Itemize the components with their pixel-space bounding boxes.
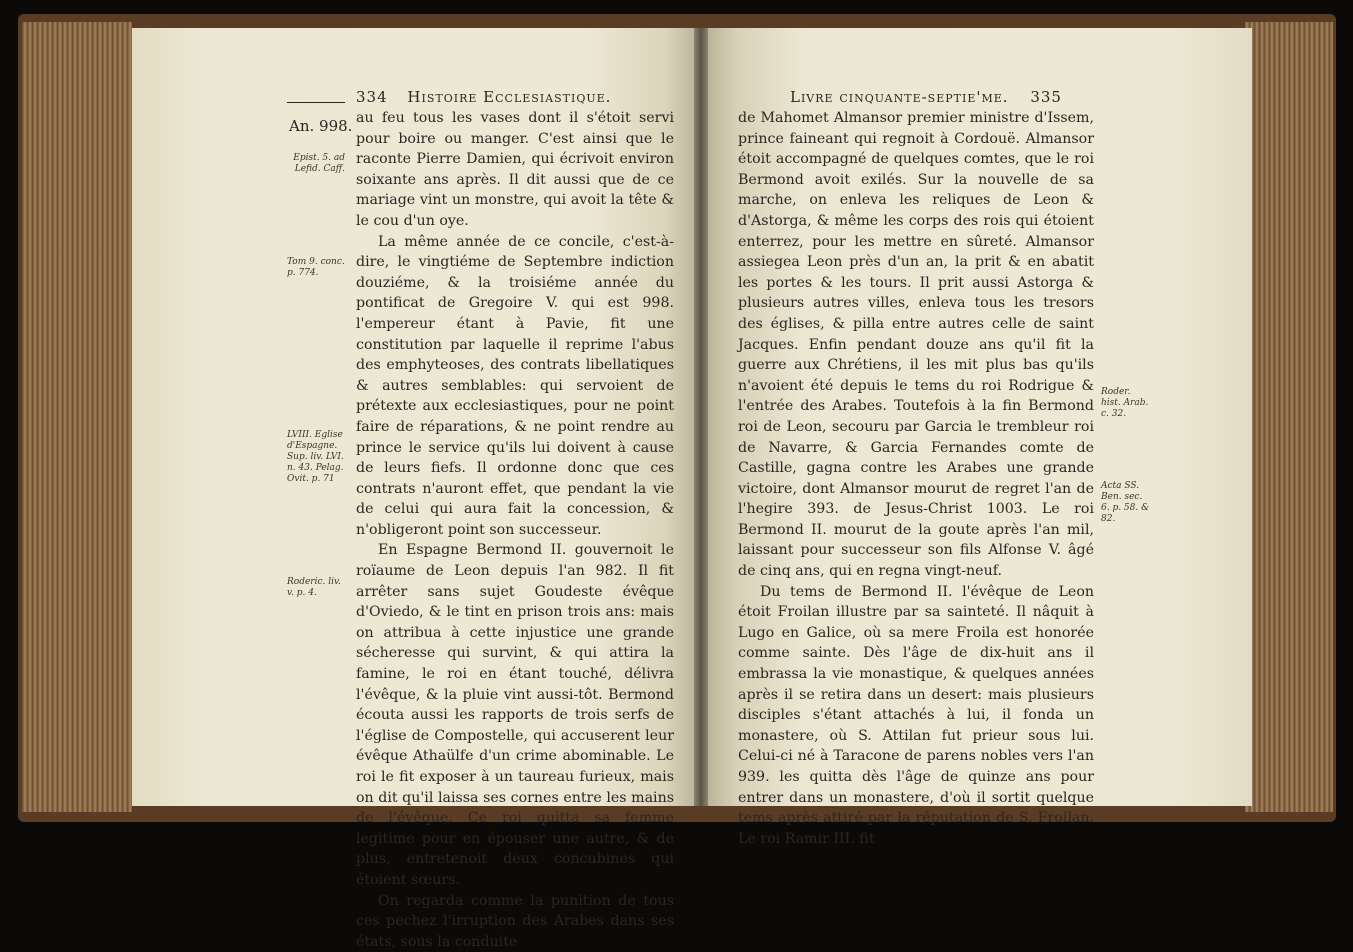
year-rule <box>287 102 345 103</box>
paragraph: Du tems de Bermond II. l'évêque de Leon étoit Froilan illustre par sa sainteté. Il nâquit à Lugo en Galice, où sa mere Froila est honorée comme sainte. Dès l'âge de dix-huit ans il embrassa la vie monastique, & quelques années après il se retira dans un desert: mais plusieurs disciples s'étant attachés à lui, il fonda un monastere, où S. Attilan fut prieur sous lui. Celui-ci né à Taracone de parens nobles vers l'an 939. les quitta dès l'âge de quinze ans pour entrer dans un monastere, d'où il sortit quelque tems après attiré par la réputation de S. Froilan. Le roi Ramir III. fit <box>738 583 1094 847</box>
right-page-number: 335 <box>1030 88 1062 106</box>
left-page-number: 334 <box>356 88 388 106</box>
margin-note-2: Tom 9. conc. p. 774. <box>287 257 345 278</box>
margin-note-6: Acta SS. Ben. sec. 6. p. 58. & 82. <box>1101 481 1150 524</box>
paragraph: En Espagne Bermond II. gouvernoit le roïaume de Leon depuis l'an 982. Il fit arrêter sans sujet Goudeste évêque d'Oviedo, & le tint en prison trois ans: mais on attribua à cette injustice une grande sécheresse qui survint, & qui attira la famine, le roi en étant touché, délivra l'évêque, & la pluie vint aussi-tôt. Bermond écouta aussi les rapports de trois serfs de l'église de Compostelle, qui accuserent leur évêque Athaülfe d'un crime abominable. Le roi le fit exposer à un taureau furieux, mais on dit qu'il laissa ses cornes entre les mains de l'évêque. Ce roi quitta sa femme legitime pour en épouser une autre, & de plus, entretenoit deux concubines qui étoient sœurs. <box>356 542 674 888</box>
left-running-title: Histoire Ecclesiastique. <box>407 88 612 106</box>
paragraph: au feu tous les vases dont il s'étoit servi pour boire ou manger. C'est ainsi que le raconte Pierre Damien, qui écrivoit environ soixante ans après. Il dit aussi que de ce mariage vint un monstre, qui avoit la tête & le cou d'un oye. <box>356 110 674 229</box>
year-marker: An. 998. <box>289 117 353 135</box>
right-page-body <box>738 108 1094 849</box>
margin-note-4: Roderic. liv. v. p. 4. <box>287 577 341 598</box>
left-page-header <box>356 88 611 106</box>
page-edges-left <box>22 22 132 812</box>
paragraph: On regarda comme la punition de tous ces pechez l'irruption des Arabes dans ses états, sous la conduite <box>356 892 674 950</box>
page-edges-right <box>1245 22 1333 812</box>
book-gutter <box>694 28 708 806</box>
left-page-body <box>356 108 674 952</box>
right-running-title: Livre cinquante-septie'me. <box>790 88 1009 106</box>
right-page-header <box>790 88 1062 106</box>
margin-note-5: Roder. hist. Arab. c. 32. <box>1101 387 1149 419</box>
margin-note-1: Epist. 5. ad Lefid. Caff. <box>293 153 345 174</box>
paragraph: La même année de ce concile, c'est-à-dire, le vingtiéme de Septembre indiction douziéme, & la troisiéme année du pontificat de Gregoire V. qui est 998. l'empereur étant à Pavie, fit une constitution par laquelle il reprime l'abus des emphyteoses, des contrats libellatiques & autres semblables: qui servoient de prétexte aux ecclesiastiques, pour ne point faire de réparations, & ne point rendre au prince le service qu'ils lui doivent à cause de leurs fiefs. Il ordonne donc que ces contrats n'auront effet, que pendant la vie de celui qui aura fait la concession, & n'obligeront point son successeur. <box>356 233 674 538</box>
paragraph: de Mahomet Almansor premier ministre d'Issem, prince faineant qui regnoit à Cordouë. Almansor étoit accompagné de quelques comtes, que le roi Bermond avoit exilés. Sur la nouvelle de sa marche, on enleva les reliques de Leon & d'Astorga, & même les corps des rois qui étoient enterrez, pour les mettre en sûreté. Almansor assiegea Leon près d'un an, la prit & en abatit les portes & les tours. Il prit aussi Astorga & plusieurs autres villes, enleva tous les tresors des églises, & pilla entre autres celle de saint Jacques. Enfin pendant douze ans qu'il fit la guerre aux Chrétiens, il les mit plus bas qu'ils n'avoient été depuis le tems du roi Rodrigue & l'entrée des Arabes. Toutefois à la fin Bermond roi de Leon, secouru par Garcia le trembleur roi de Navarre, & Garcia Fernandes comte de Castille, gagna contre les Arabes une grande victoire, dont Almansor mourut de regret l'an de l'hegire 393. de Jesus-Christ 1003. Le roi Bermond II. mourut de la goute après l'an mil, laissant pour successeur son fils Alfonse V. âgé de cinq ans, qui en regna vingt-neuf. <box>738 110 1094 580</box>
margin-note-3: LVIII. Eglise d'Espagne. Sup. liv. LVI. n. 43. Pelag. Ovit. p. 71 <box>287 430 344 484</box>
